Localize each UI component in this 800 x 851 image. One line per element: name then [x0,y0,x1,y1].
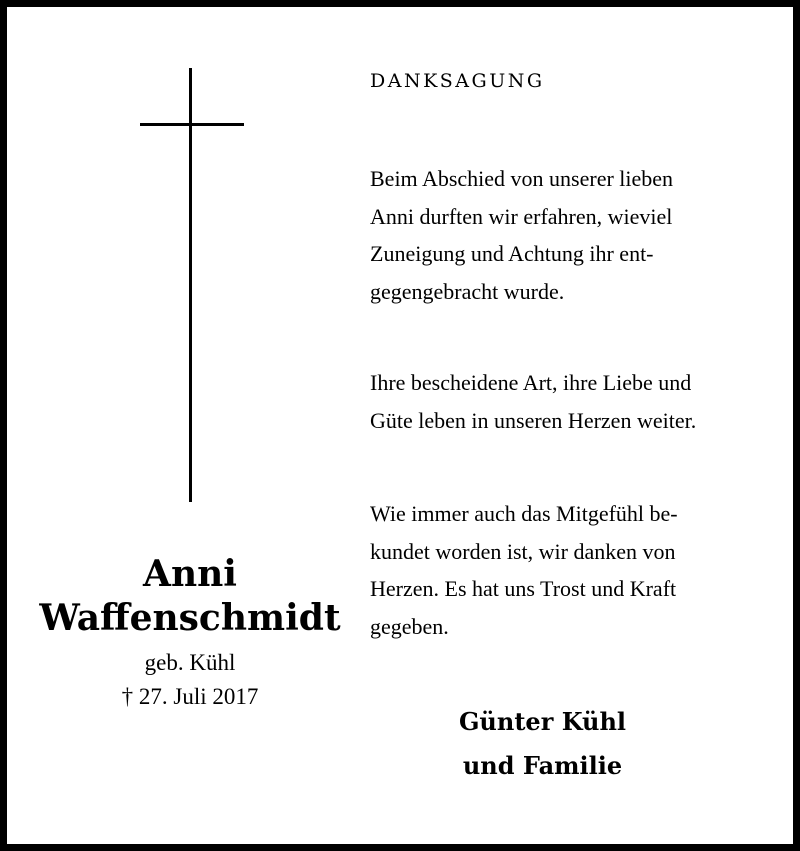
paragraph-thanks [370,495,770,645]
cross-icon [140,68,244,502]
paragraph-line: Ihre bescheidene Art, ihre Liebe und [370,370,692,395]
signature-line-name: Günter Kühl [458,707,627,736]
paragraph-memory [370,364,770,439]
paragraph-line: Anni durften wir erfahren, wieviel [370,203,673,229]
paragraph-line: Zuneigung und Achtung ihr ent- [370,241,654,266]
signature-line-family: und Familie [462,751,623,780]
deceased-death-date: † 27. Juli 2017 [121,684,259,709]
paragraph-line: Herzen. Es hat uns Trost und Kraft [370,576,677,601]
paragraph-line: Beim Abschied von unserer lieben [370,166,674,191]
paragraph-farewell [370,160,770,310]
cross-vertical-bar [189,68,192,502]
deceased-first-name: Anni [143,553,237,595]
paragraph-line: gegengebracht wurde. [370,278,565,304]
cross-horizontal-bar [140,123,244,126]
deceased-info [30,552,350,712]
deceased-last-name: Waffenschmidt [39,597,341,639]
notice-heading: DANKSAGUNG [370,70,545,92]
paragraph-line: Güte leben in unseren Herzen weiter. [370,407,697,433]
signature [420,700,665,788]
paragraph-line: gegeben. [370,613,449,639]
deceased-maiden-name: geb. Kühl [144,650,236,675]
paragraph-line: Wie immer auch das Mitgefühl be- [370,501,678,526]
paragraph-line: kundet worden ist, wir danken von [370,538,676,564]
